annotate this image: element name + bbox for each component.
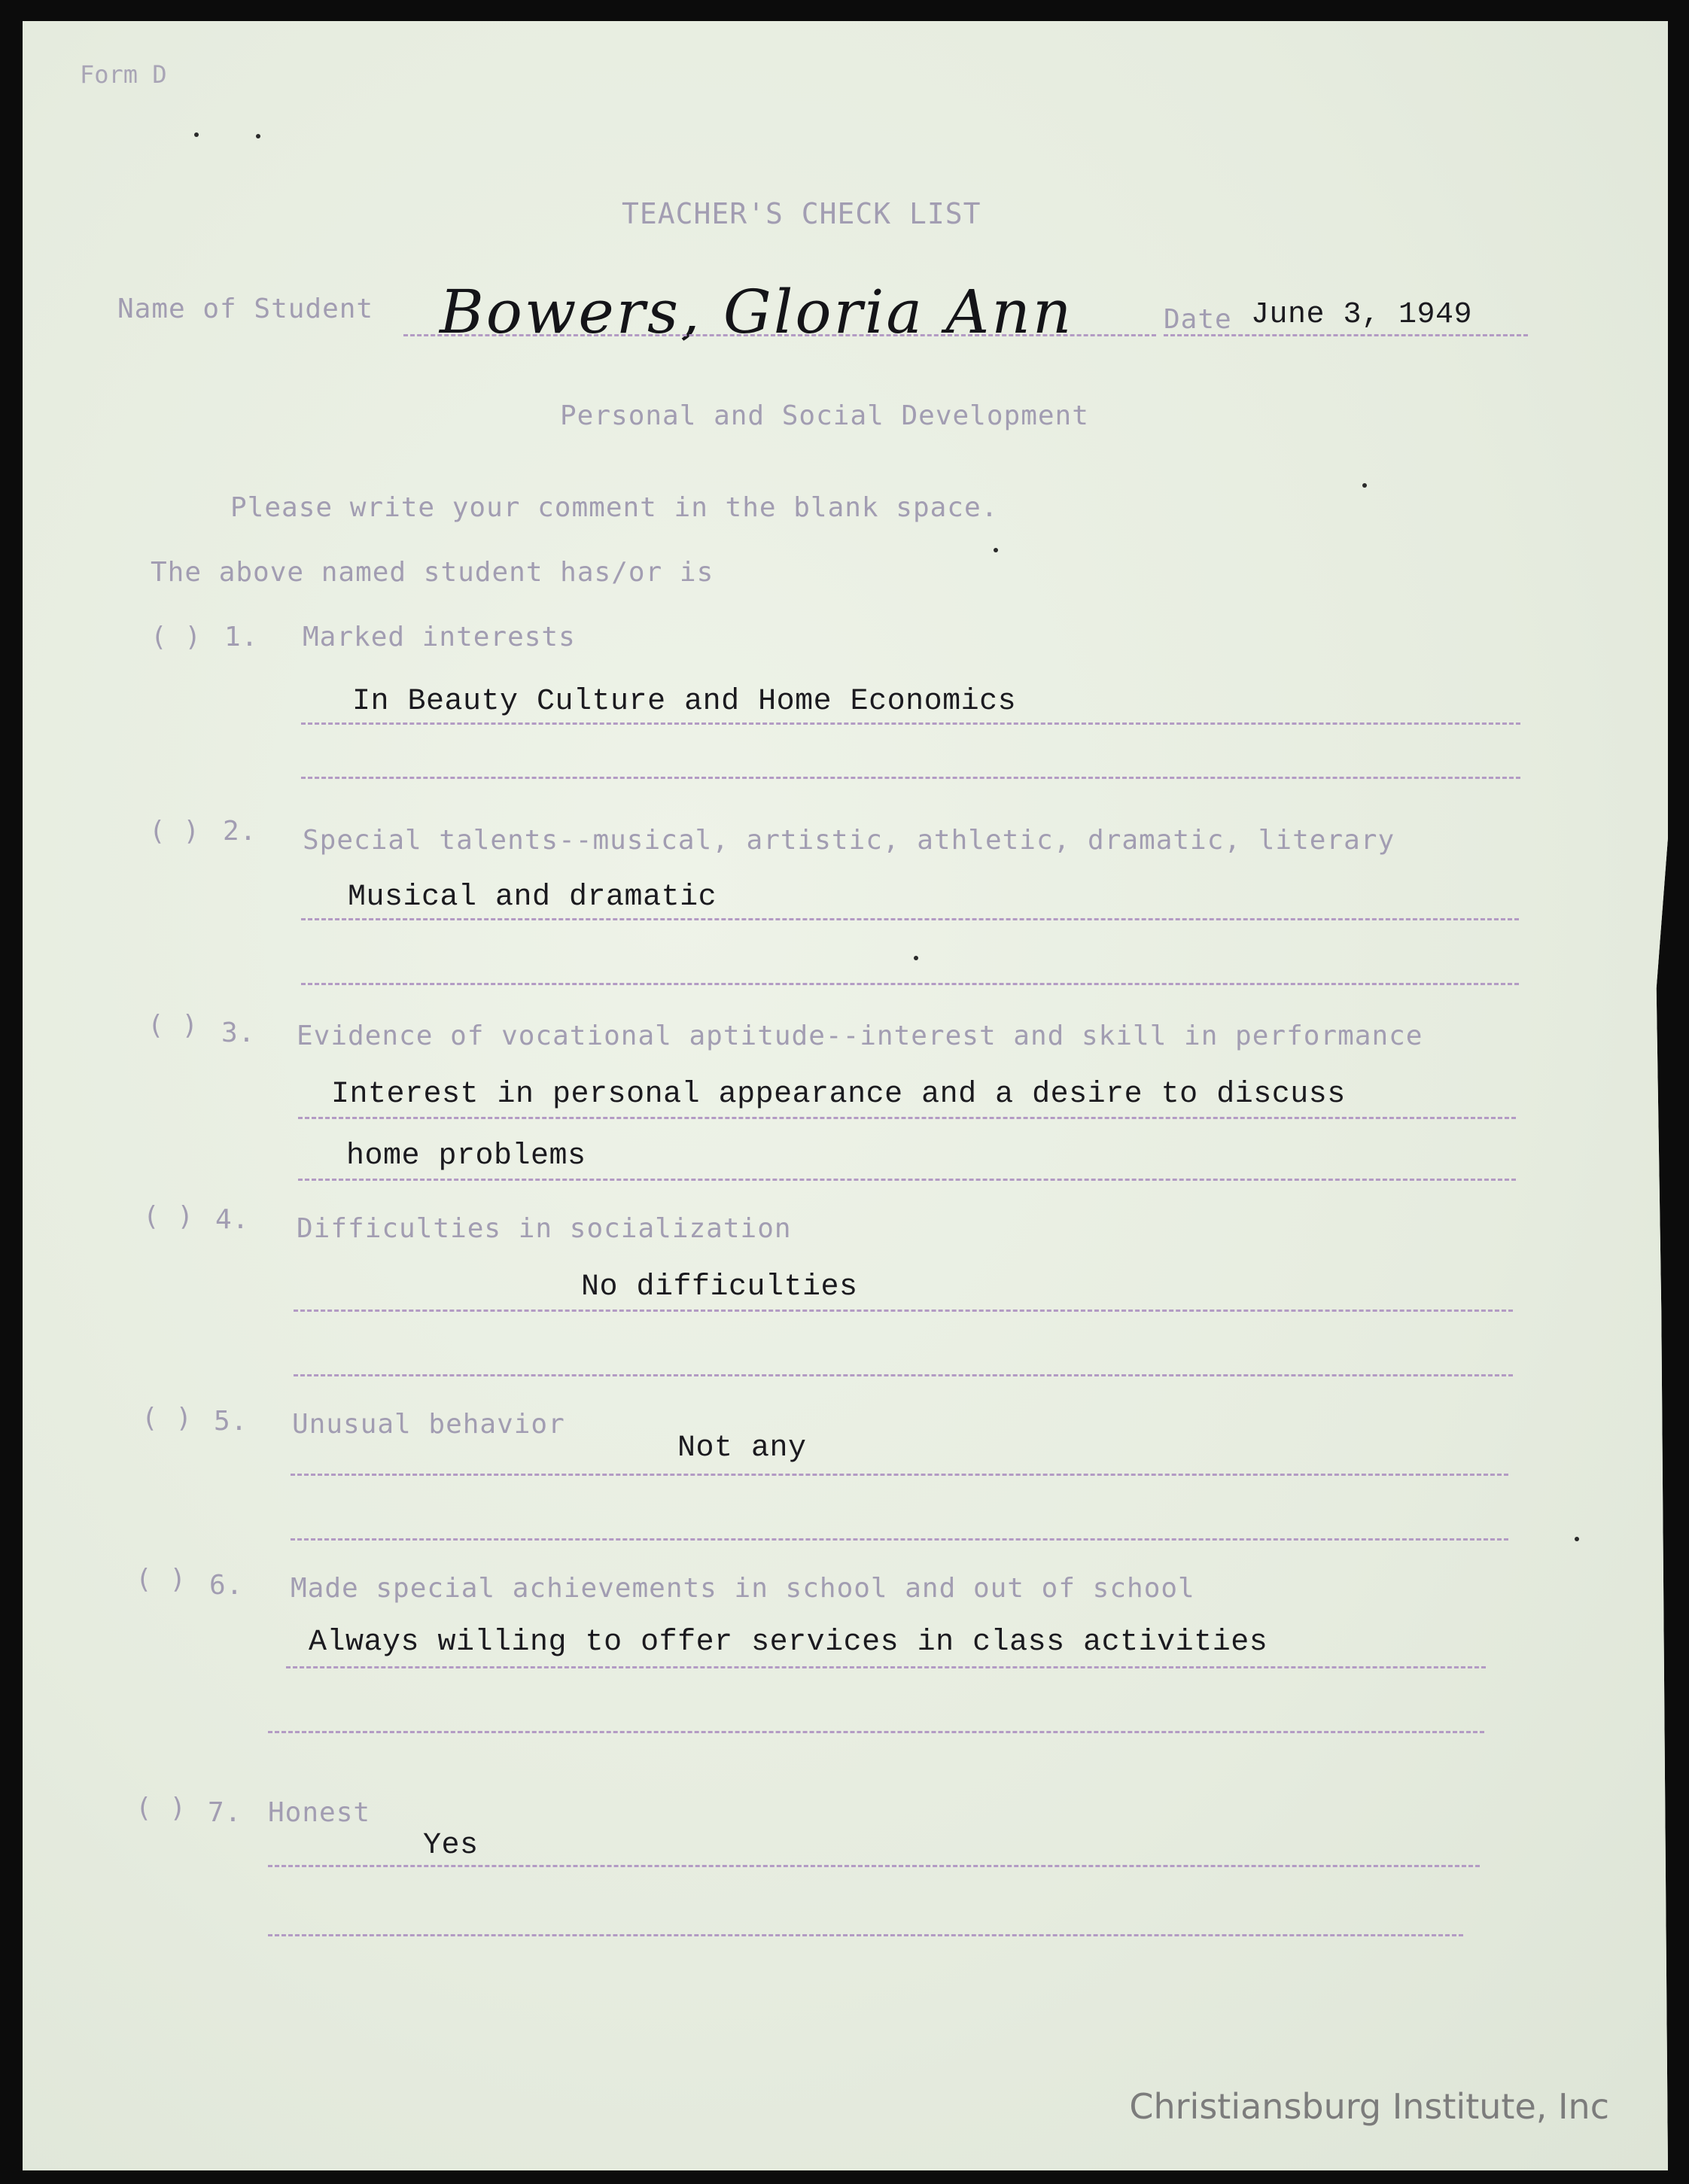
item-5-answer: Not any (677, 1431, 807, 1465)
item-1-prompt: Marked interests (303, 622, 576, 652)
item-5-line-1 (291, 1474, 1508, 1476)
item-3-checkbox: ( ) (148, 1010, 199, 1041)
item-2-answer: Musical and dramatic (348, 881, 717, 914)
intro-text: The above named student has/or is (151, 557, 714, 588)
item-4-line-1 (294, 1309, 1513, 1312)
item-2-number: 2. (223, 816, 257, 847)
item-2-checkbox: ( ) (149, 816, 201, 847)
item-1-answer: In Beauty Culture and Home Economics (352, 685, 1017, 719)
item-4-number: 4. (215, 1204, 250, 1235)
item-2-line-2 (301, 983, 1519, 985)
item-6-answer: Always willing to offer services in class activities (309, 1626, 1268, 1659)
item-6-checkbox: ( ) (135, 1564, 187, 1595)
item-5-number: 5. (214, 1406, 248, 1437)
paper-speck (1575, 1537, 1579, 1541)
item-3-prompt: Evidence of vocational aptitude--interest and skill in performance (297, 1021, 1423, 1051)
form-label: Form D (80, 60, 167, 89)
item-6-line-1 (286, 1666, 1486, 1668)
item-6-prompt: Made special achievements in school and out of school (291, 1573, 1195, 1604)
name-underline (403, 334, 1156, 336)
item-5-prompt: Unusual behavior (292, 1409, 565, 1440)
instruction-text: Please write your comment in the blank space. (230, 492, 999, 523)
item-2-prompt: Special talents--musical, artistic, athletic, dramatic, literary (303, 825, 1395, 856)
item-6-line-2 (268, 1731, 1484, 1733)
archive-watermark: Christiansburg Institute, Inc (1129, 2086, 1609, 2127)
item-7-checkbox: ( ) (135, 1793, 187, 1824)
item-3-line-2 (298, 1179, 1516, 1181)
item-7-line-2 (268, 1934, 1463, 1936)
date-value: June 3, 1949 (1251, 298, 1473, 332)
paper-speck (994, 548, 998, 552)
item-5-line-2 (291, 1538, 1508, 1541)
item-4-line-2 (294, 1374, 1513, 1376)
item-6-number: 6. (209, 1570, 244, 1601)
item-1-line-1 (301, 722, 1520, 725)
name-label: Name of Student (117, 294, 374, 324)
paper-speck (914, 956, 918, 960)
item-4-checkbox: ( ) (143, 1201, 195, 1232)
item-3-answer-line-1: Interest in personal appearance and a desire to discuss (331, 1078, 1346, 1112)
item-1-line-2 (301, 777, 1520, 779)
date-label: Date (1164, 304, 1232, 335)
item-4-prompt: Difficulties in socialization (297, 1213, 792, 1244)
item-1-checkbox: ( ) (151, 622, 202, 652)
item-7-number: 7. (208, 1797, 242, 1828)
student-name-handwritten: Bowers, Gloria Ann (440, 277, 1074, 347)
item-1-number: 1. (224, 622, 259, 652)
form-title: TEACHER'S CHECK LIST (622, 197, 981, 230)
item-7-answer: Yes (423, 1829, 479, 1863)
item-5-checkbox: ( ) (142, 1403, 193, 1434)
paper-speck (194, 132, 199, 137)
item-4-answer: No difficulties (581, 1270, 858, 1304)
item-3-number: 3. (221, 1017, 256, 1048)
paper-speck (1362, 483, 1367, 488)
item-7-line-1 (268, 1865, 1480, 1867)
item-2-line-1 (301, 918, 1519, 920)
item-7-prompt: Honest (268, 1797, 371, 1828)
date-underline (1164, 334, 1528, 336)
section-heading: Personal and Social Development (560, 400, 1089, 431)
item-3-answer-line-2: home problems (346, 1139, 586, 1173)
paper-speck (256, 134, 260, 138)
item-3-line-1 (298, 1117, 1516, 1119)
